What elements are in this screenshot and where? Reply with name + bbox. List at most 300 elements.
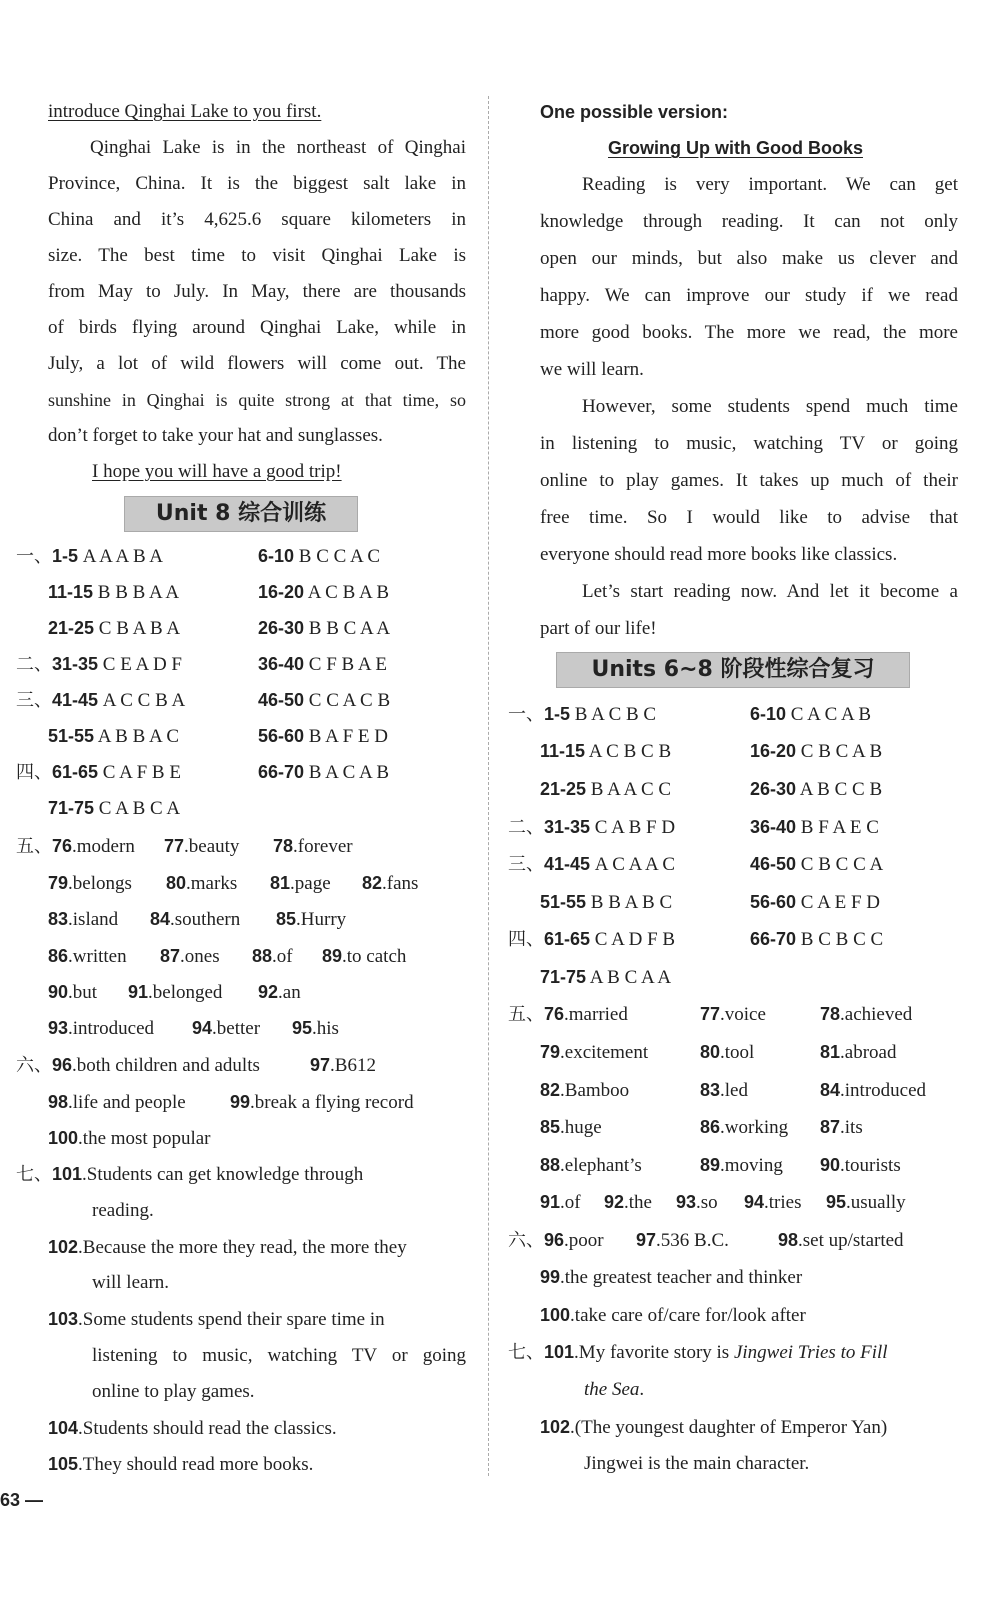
answer-letters: B A C B C	[574, 704, 657, 725]
answer-item	[192, 1016, 260, 1041]
answer-text: .poor	[564, 1230, 604, 1251]
answer-item	[540, 1415, 887, 1440]
answer-text-cont: reading.	[92, 1200, 154, 1221]
essay-line: from May to July. In May, there are thousands	[48, 281, 466, 302]
item-range: 36-40	[258, 654, 305, 674]
answer-item	[700, 1040, 754, 1065]
item-range: 66-70	[258, 762, 305, 782]
answer-item	[252, 944, 293, 969]
answer-row	[16, 760, 181, 785]
answer-row	[508, 815, 675, 840]
answer-row	[48, 724, 179, 749]
answer-row	[258, 688, 390, 713]
item-range: 66-70	[750, 929, 797, 949]
answer-text: .life and people	[68, 1092, 186, 1113]
essay-line: sunshine in Qinghai is quite strong at that time, so	[48, 390, 466, 410]
item-number: 76	[52, 836, 73, 856]
answer-text: .working	[720, 1117, 789, 1138]
item-number: 94	[192, 1018, 213, 1038]
section-marker: 二、	[16, 654, 52, 675]
item-range: 41-45	[52, 690, 99, 710]
answer-row	[508, 702, 656, 727]
answer-row	[540, 965, 671, 990]
answer-item	[820, 1115, 863, 1140]
answer-letters: C B C A B	[800, 741, 883, 762]
item-number: 93	[676, 1192, 697, 1212]
answer-row	[16, 1162, 363, 1187]
answer-item	[48, 871, 132, 896]
answer-row	[258, 652, 387, 677]
answer-item	[540, 1190, 581, 1215]
answer-row	[508, 852, 675, 877]
answer-letters: A A A B A	[82, 546, 164, 567]
answer-item	[700, 1115, 788, 1140]
answer-letters: C B A B A	[98, 618, 181, 639]
answer-letters: A C A A C	[594, 854, 676, 875]
answer-text: .moving	[720, 1155, 783, 1176]
item-number: 97	[310, 1055, 331, 1075]
item-number: 100	[540, 1305, 571, 1325]
section-marker: 四、	[508, 929, 544, 950]
answer-text: .led	[720, 1080, 748, 1101]
answer-item	[276, 907, 346, 932]
section-marker: 五、	[508, 1004, 544, 1025]
item-range: 41-45	[544, 854, 591, 874]
unit8-banner: Unit 8 综合训练	[124, 496, 358, 532]
answer-row	[750, 927, 883, 952]
essay-line: part of our life!	[540, 618, 657, 639]
answer-item	[322, 944, 406, 969]
item-range: 11-15	[48, 582, 94, 602]
answer-item	[164, 834, 239, 859]
essay-line: knowledge through reading. It can not only	[540, 211, 958, 232]
answer-letters: B C C A C	[298, 546, 381, 567]
answer-text: .achieved	[840, 1004, 913, 1025]
answer-text: .of	[272, 946, 293, 967]
item-range: 16-20	[750, 741, 797, 761]
essay-closing: I hope you will have a good trip!	[92, 461, 342, 482]
answer-text: .tourists	[840, 1155, 901, 1176]
item-number: 87	[820, 1117, 841, 1137]
answer-item	[292, 1016, 339, 1041]
answer-letters: B F A E C	[800, 817, 879, 838]
item-number: 85	[540, 1117, 561, 1137]
answer-text: .his	[312, 1018, 339, 1039]
item-range: 61-65	[544, 929, 591, 949]
answer-text: .ones	[180, 946, 220, 967]
answer-text: .belongs	[68, 873, 132, 894]
answer-text: .its	[840, 1117, 863, 1138]
answer-text: .introduced	[68, 1018, 155, 1039]
essay-title: Growing Up with Good Books	[608, 138, 863, 158]
item-number: 101	[52, 1164, 83, 1184]
item-number: 81	[820, 1042, 841, 1062]
answer-row	[258, 544, 380, 569]
essay-line: Qinghai Lake is in the northeast of Qinghai	[90, 137, 466, 158]
answer-item	[48, 1416, 337, 1441]
section-marker: 三、	[508, 854, 544, 875]
item-range: 26-30	[258, 618, 305, 638]
answer-row	[16, 1053, 260, 1078]
item-number: 92	[604, 1192, 625, 1212]
item-number: 102	[540, 1417, 571, 1437]
answer-item	[540, 1265, 802, 1290]
item-number: 95	[292, 1018, 313, 1038]
answer-item	[700, 1002, 766, 1027]
item-range: 56-60	[258, 726, 305, 746]
answer-item	[258, 980, 301, 1005]
item-number: 91	[540, 1192, 561, 1212]
item-number: 86	[700, 1117, 721, 1137]
item-range: 56-60	[750, 892, 797, 912]
answer-text: .to catch	[342, 946, 407, 967]
item-number: 99	[540, 1267, 561, 1287]
answer-text: .set up/started	[798, 1230, 904, 1251]
item-range: 11-15	[540, 741, 586, 761]
answer-letters: C C A C B	[308, 690, 391, 711]
answer-text: .(The youngest daughter of Emperor Yan)	[570, 1417, 888, 1438]
answer-item	[700, 1153, 783, 1178]
answer-row	[750, 890, 880, 915]
item-number: 102	[48, 1237, 79, 1257]
section-marker: 五、	[16, 836, 52, 857]
answer-row	[16, 834, 135, 859]
answer-text: .the most popular	[78, 1128, 211, 1149]
answer-text: .beauty	[184, 836, 240, 857]
answer-item	[826, 1190, 906, 1215]
answer-letters: C A D F B	[594, 929, 676, 950]
story-title: Jingwei Tries to Fill	[733, 1342, 888, 1363]
answer-text: .but	[68, 982, 98, 1003]
item-number: 81	[270, 873, 291, 893]
item-number: 92	[258, 982, 279, 1002]
answer-letters: A C B C B	[588, 741, 672, 762]
answer-letters: A B B A C	[97, 726, 180, 747]
answer-item	[166, 871, 237, 896]
answer-row	[750, 852, 883, 877]
answer-text: .Students can get knowledge through	[82, 1164, 364, 1185]
version-label: One possible version:	[540, 102, 729, 122]
answer-text: .B612	[330, 1055, 376, 1076]
answer-text: .the	[624, 1192, 652, 1213]
answer-text: .page	[290, 873, 331, 894]
answer-letters: B A C A B	[308, 762, 390, 783]
answer-text: .elephant’s	[560, 1155, 642, 1176]
item-range: 71-75	[540, 967, 587, 987]
item-number: 100	[48, 1128, 79, 1148]
item-number: 78	[273, 836, 294, 856]
section-marker: 一、	[16, 546, 52, 567]
answer-text: .of	[560, 1192, 581, 1213]
item-number: 98	[778, 1230, 799, 1250]
answer-text: .fans	[382, 873, 419, 894]
item-range: 51-55	[48, 726, 95, 746]
item-number: 104	[48, 1418, 79, 1438]
answer-item	[700, 1078, 748, 1103]
item-range: 21-25	[48, 618, 95, 638]
answer-letters: A B C A A	[589, 967, 672, 988]
answer-text: .Some students spend their spare time in	[78, 1309, 385, 1330]
answer-item	[676, 1190, 718, 1215]
answer-text: .the greatest teacher and thinker	[560, 1267, 803, 1288]
essay-line: in listening to music, watching TV or going	[540, 433, 958, 454]
answer-row	[48, 580, 179, 605]
item-number: 86	[48, 946, 69, 966]
essay-line: we will learn.	[540, 359, 644, 380]
item-number: 79	[540, 1042, 561, 1062]
answer-text: .abroad	[840, 1042, 897, 1063]
answer-item	[273, 834, 353, 859]
answer-item	[540, 1115, 602, 1140]
answer-item	[230, 1090, 414, 1115]
item-number: 91	[128, 982, 149, 1002]
answer-row	[258, 580, 389, 605]
answer-text-cont: online to play games.	[92, 1381, 255, 1402]
item-number: 76	[544, 1004, 565, 1024]
item-number: 105	[48, 1454, 79, 1474]
answer-letters: B B A B C	[590, 892, 673, 913]
answer-letters: C F B A E	[308, 654, 387, 675]
item-range: 6-10	[258, 546, 295, 566]
answer-text-cont	[584, 1378, 644, 1402]
item-number: 84	[820, 1080, 841, 1100]
answer-letters: B C B C C	[800, 929, 884, 950]
answer-row	[16, 688, 185, 713]
answer-row	[540, 777, 671, 802]
section-marker: 一、	[508, 704, 544, 725]
essay-line: online to play games. It takes up much of their	[540, 470, 958, 491]
answer-row	[508, 927, 675, 952]
answer-text: .My favorite story is	[574, 1342, 734, 1363]
item-number: 79	[48, 873, 69, 893]
answer-item	[820, 1153, 901, 1178]
item-number: 97	[636, 1230, 657, 1250]
section-marker: 二、	[508, 817, 544, 838]
item-number: 85	[276, 909, 297, 929]
item-range: 51-55	[540, 892, 587, 912]
answer-item	[150, 907, 240, 932]
essay-line: However, some students spend much time	[582, 396, 958, 417]
item-range: 61-65	[52, 762, 99, 782]
answer-item	[820, 1002, 912, 1027]
answer-text: .belonged	[148, 982, 223, 1003]
answer-letters: C B C C A	[800, 854, 884, 875]
answer-item	[540, 1303, 806, 1328]
answer-row	[540, 739, 671, 764]
item-number: 93	[48, 1018, 69, 1038]
section-marker: 六、	[16, 1055, 52, 1076]
answer-row	[750, 777, 882, 802]
answer-text: .island	[68, 909, 119, 930]
essay-line: more good books. The more we read, the more	[540, 322, 958, 343]
answer-text: .better	[212, 1018, 261, 1039]
answer-text: .huge	[560, 1117, 602, 1138]
answer-text: .forever	[293, 836, 353, 857]
item-range: 6-10	[750, 704, 787, 724]
essay-line: of birds flying around Qinghai Lake, while in	[48, 317, 466, 338]
answer-text: .take care of/care for/look after	[570, 1305, 806, 1326]
item-range: 1-5	[544, 704, 571, 724]
essay-line: Reading is very important. We can get	[582, 174, 958, 195]
answer-item	[820, 1078, 926, 1103]
answer-letters: C A B F D	[594, 817, 676, 838]
answer-letters: A B C C B	[799, 779, 883, 800]
answer-row	[258, 760, 389, 785]
answer-item	[604, 1190, 652, 1215]
answer-letters: C A B C A	[98, 798, 181, 819]
answer-text-cont: Jingwei is the main character.	[584, 1453, 810, 1474]
answer-item	[636, 1228, 729, 1253]
item-number: 84	[150, 909, 171, 929]
answer-row	[540, 890, 672, 915]
section-marker: 七、	[508, 1342, 544, 1363]
answer-item	[48, 1126, 211, 1151]
item-number: 95	[826, 1192, 847, 1212]
item-range: 26-30	[750, 779, 797, 799]
answer-letters: C E A D F	[102, 654, 182, 675]
answer-text: .break a flying record	[250, 1092, 414, 1113]
item-number: 90	[48, 982, 69, 1002]
answer-item	[778, 1228, 904, 1253]
item-number: 77	[164, 836, 185, 856]
answer-text: .536 B.C.	[656, 1230, 729, 1251]
answer-text: .Students should read the classics.	[78, 1418, 337, 1439]
item-number: 83	[48, 909, 69, 929]
answer-item	[48, 907, 118, 932]
answer-item	[48, 1235, 407, 1260]
answer-text: .marks	[186, 873, 238, 894]
section-marker: 三、	[16, 690, 52, 711]
answer-row	[750, 739, 882, 764]
essay-line: July, a lot of wild flowers will come out. The	[48, 353, 466, 374]
units6-8-banner: Units 6~8 阶段性综合复习	[556, 652, 910, 688]
item-number: 82	[362, 873, 383, 893]
answer-text: .an	[278, 982, 301, 1003]
item-number: 90	[820, 1155, 841, 1175]
answer-letters: C A E F D	[800, 892, 880, 913]
answer-text: .tries	[764, 1192, 802, 1213]
answer-item	[48, 1016, 154, 1041]
item-number: 80	[700, 1042, 721, 1062]
item-range: 46-50	[258, 690, 305, 710]
answer-row	[16, 652, 182, 677]
item-number: 78	[820, 1004, 841, 1024]
item-range: 21-25	[540, 779, 587, 799]
item-range: 31-35	[544, 817, 591, 837]
item-range: 71-75	[48, 798, 95, 818]
answer-item	[362, 871, 418, 896]
item-range: 46-50	[750, 854, 797, 874]
answer-item	[48, 944, 127, 969]
answer-item	[540, 1153, 642, 1178]
answer-letters: C A C A B	[790, 704, 872, 725]
answer-row	[750, 702, 871, 727]
answer-item	[744, 1190, 802, 1215]
page-number: 63 —	[0, 1490, 44, 1510]
answer-letters: A C C B A	[102, 690, 186, 711]
answer-text-cont: will learn.	[92, 1272, 170, 1293]
answer-row	[48, 796, 180, 821]
answer-text: .introduced	[840, 1080, 927, 1101]
item-range: 1-5	[52, 546, 79, 566]
item-number: 89	[700, 1155, 721, 1175]
item-number: 96	[544, 1230, 565, 1250]
essay-line: Province, China. It is the biggest salt lake in	[48, 173, 466, 194]
answer-row	[258, 616, 390, 641]
answer-item	[48, 1090, 186, 1115]
item-range: 16-20	[258, 582, 305, 602]
answer-text: .Hurry	[296, 909, 347, 930]
answer-item	[128, 980, 222, 1005]
answer-item	[160, 944, 220, 969]
answer-item	[540, 1078, 629, 1103]
answer-item	[540, 1040, 648, 1065]
answer-letters: B B B A A	[97, 582, 180, 603]
item-number: 98	[48, 1092, 69, 1112]
item-number: 88	[252, 946, 273, 966]
answer-item	[270, 871, 331, 896]
answer-text: .	[639, 1379, 645, 1400]
story-title: the Sea	[584, 1379, 640, 1400]
section-marker: 七、	[16, 1164, 52, 1185]
item-number: 96	[52, 1055, 73, 1075]
answer-text: .written	[68, 946, 127, 967]
answer-text: .Bamboo	[560, 1080, 630, 1101]
answer-item	[310, 1053, 376, 1078]
item-number: 80	[166, 873, 187, 893]
essay-line: open our minds, but also make us clever and	[540, 248, 958, 269]
answer-row	[16, 544, 163, 569]
item-number: 89	[322, 946, 343, 966]
answer-item	[820, 1040, 896, 1065]
section-marker: 四、	[16, 762, 52, 783]
item-number: 82	[540, 1080, 561, 1100]
answer-letters: B A A C C	[590, 779, 672, 800]
answer-text-cont: listening to music, watching TV or going	[92, 1345, 466, 1366]
answer-row	[508, 1228, 604, 1253]
essay-line: happy. We can improve our study if we read	[540, 285, 958, 306]
essay-line: introduce Qinghai Lake to you first.	[48, 101, 322, 122]
answer-text: .married	[564, 1004, 628, 1025]
answer-letters: B B C A A	[308, 618, 391, 639]
item-range: 36-40	[750, 817, 797, 837]
item-number: 77	[700, 1004, 721, 1024]
answer-text: .They should read more books.	[78, 1454, 314, 1475]
column-divider	[488, 96, 489, 1476]
answer-row	[508, 1340, 888, 1365]
answer-text: .Because the more they read, the more they	[78, 1237, 407, 1258]
answer-row	[750, 815, 879, 840]
essay-line: everyone should read more books like classics.	[540, 544, 898, 565]
item-number: 99	[230, 1092, 251, 1112]
item-number: 87	[160, 946, 181, 966]
item-range: 31-35	[52, 654, 99, 674]
section-marker: 六、	[508, 1230, 544, 1251]
answer-letters: A C B A B	[307, 582, 390, 603]
answer-text: .modern	[72, 836, 135, 857]
essay-line: Let’s start reading now. And let it become a	[582, 581, 958, 602]
answer-item	[48, 1452, 313, 1477]
item-number: 103	[48, 1309, 79, 1329]
answer-text: .voice	[720, 1004, 766, 1025]
answer-text: .southern	[170, 909, 241, 930]
item-number: 88	[540, 1155, 561, 1175]
answer-text: .both children and adults	[72, 1055, 260, 1076]
answer-text: .excitement	[560, 1042, 649, 1063]
answer-letters: C A F B E	[102, 762, 181, 783]
answer-row	[48, 616, 180, 641]
answer-letters: B A F E D	[308, 726, 388, 747]
